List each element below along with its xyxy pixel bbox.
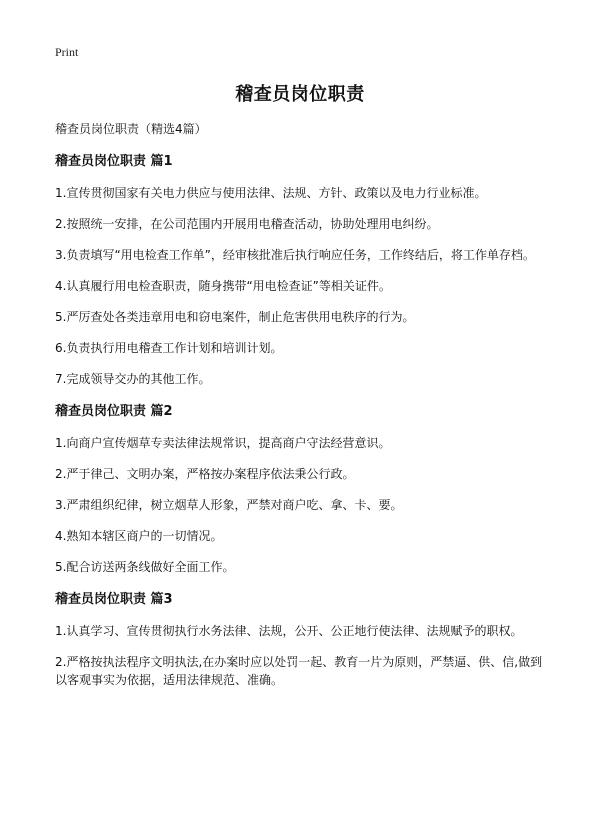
list-item: 3.严肃组织纪律，树立烟草人形象，严禁对商户吃、拿、卡、要。: [55, 498, 403, 512]
list-item: 5.严厉查处各类违章用电和窃电案件，制止危害供用电秩序的行为。: [55, 310, 415, 324]
print-link[interactable]: Print: [55, 45, 79, 59]
document-title: 稽查员岗位职责: [235, 84, 365, 105]
list-item: 3.负责填写“用电检查工作单”，经审核批准后执行响应任务，工作终结后，将工作单存档。: [55, 248, 535, 262]
list-item: 1.向商户宣传烟草专卖法律法规常识，提高商户守法经营意识。: [55, 436, 391, 450]
document-subtitle: 稽查员岗位职责（精选4篇）: [55, 122, 207, 136]
section-heading-2: 稽查员岗位职责 篇2: [55, 404, 173, 419]
list-item: 2.严于律己、文明办案，严格按办案程序依法秉公行政。: [55, 467, 355, 481]
list-item: 4.熟知本辖区商户的一切情况。: [55, 529, 223, 543]
list-item: 1.认真学习、宣传贯彻执行水务法律、法规，公开、公正地行使法律、法规赋予的职权。: [55, 624, 523, 638]
list-item: 5.配合访送两条线做好全面工作。: [55, 560, 235, 574]
list-item: 7.完成领导交办的其他工作。: [55, 372, 211, 386]
list-item: 2.按照统一安排，在公司范围内开展用电稽查活动，协助处理用电纠纷。: [55, 217, 439, 231]
section-heading-3: 稽查员岗位职责 篇3: [55, 592, 173, 607]
section-heading-1: 稽查员岗位职责 篇1: [55, 154, 173, 169]
list-item: 4.认真履行用电检查职责，随身携带“用电检查证”等相关证件。: [55, 279, 391, 293]
list-item: 6.负责执行用电稽查工作计划和培训计划。: [55, 341, 283, 355]
list-item: 2.严格按执法程序文明执法,在办案时应以处罚一起、教育一片为原则，严禁逼、供、信,做到以客观事实为依据，适用法律规范、准确。: [55, 655, 543, 687]
list-item: 1.宣传贯彻国家有关电力供应与使用法律、法规、方针、政策以及电力行业标准。: [55, 186, 487, 200]
